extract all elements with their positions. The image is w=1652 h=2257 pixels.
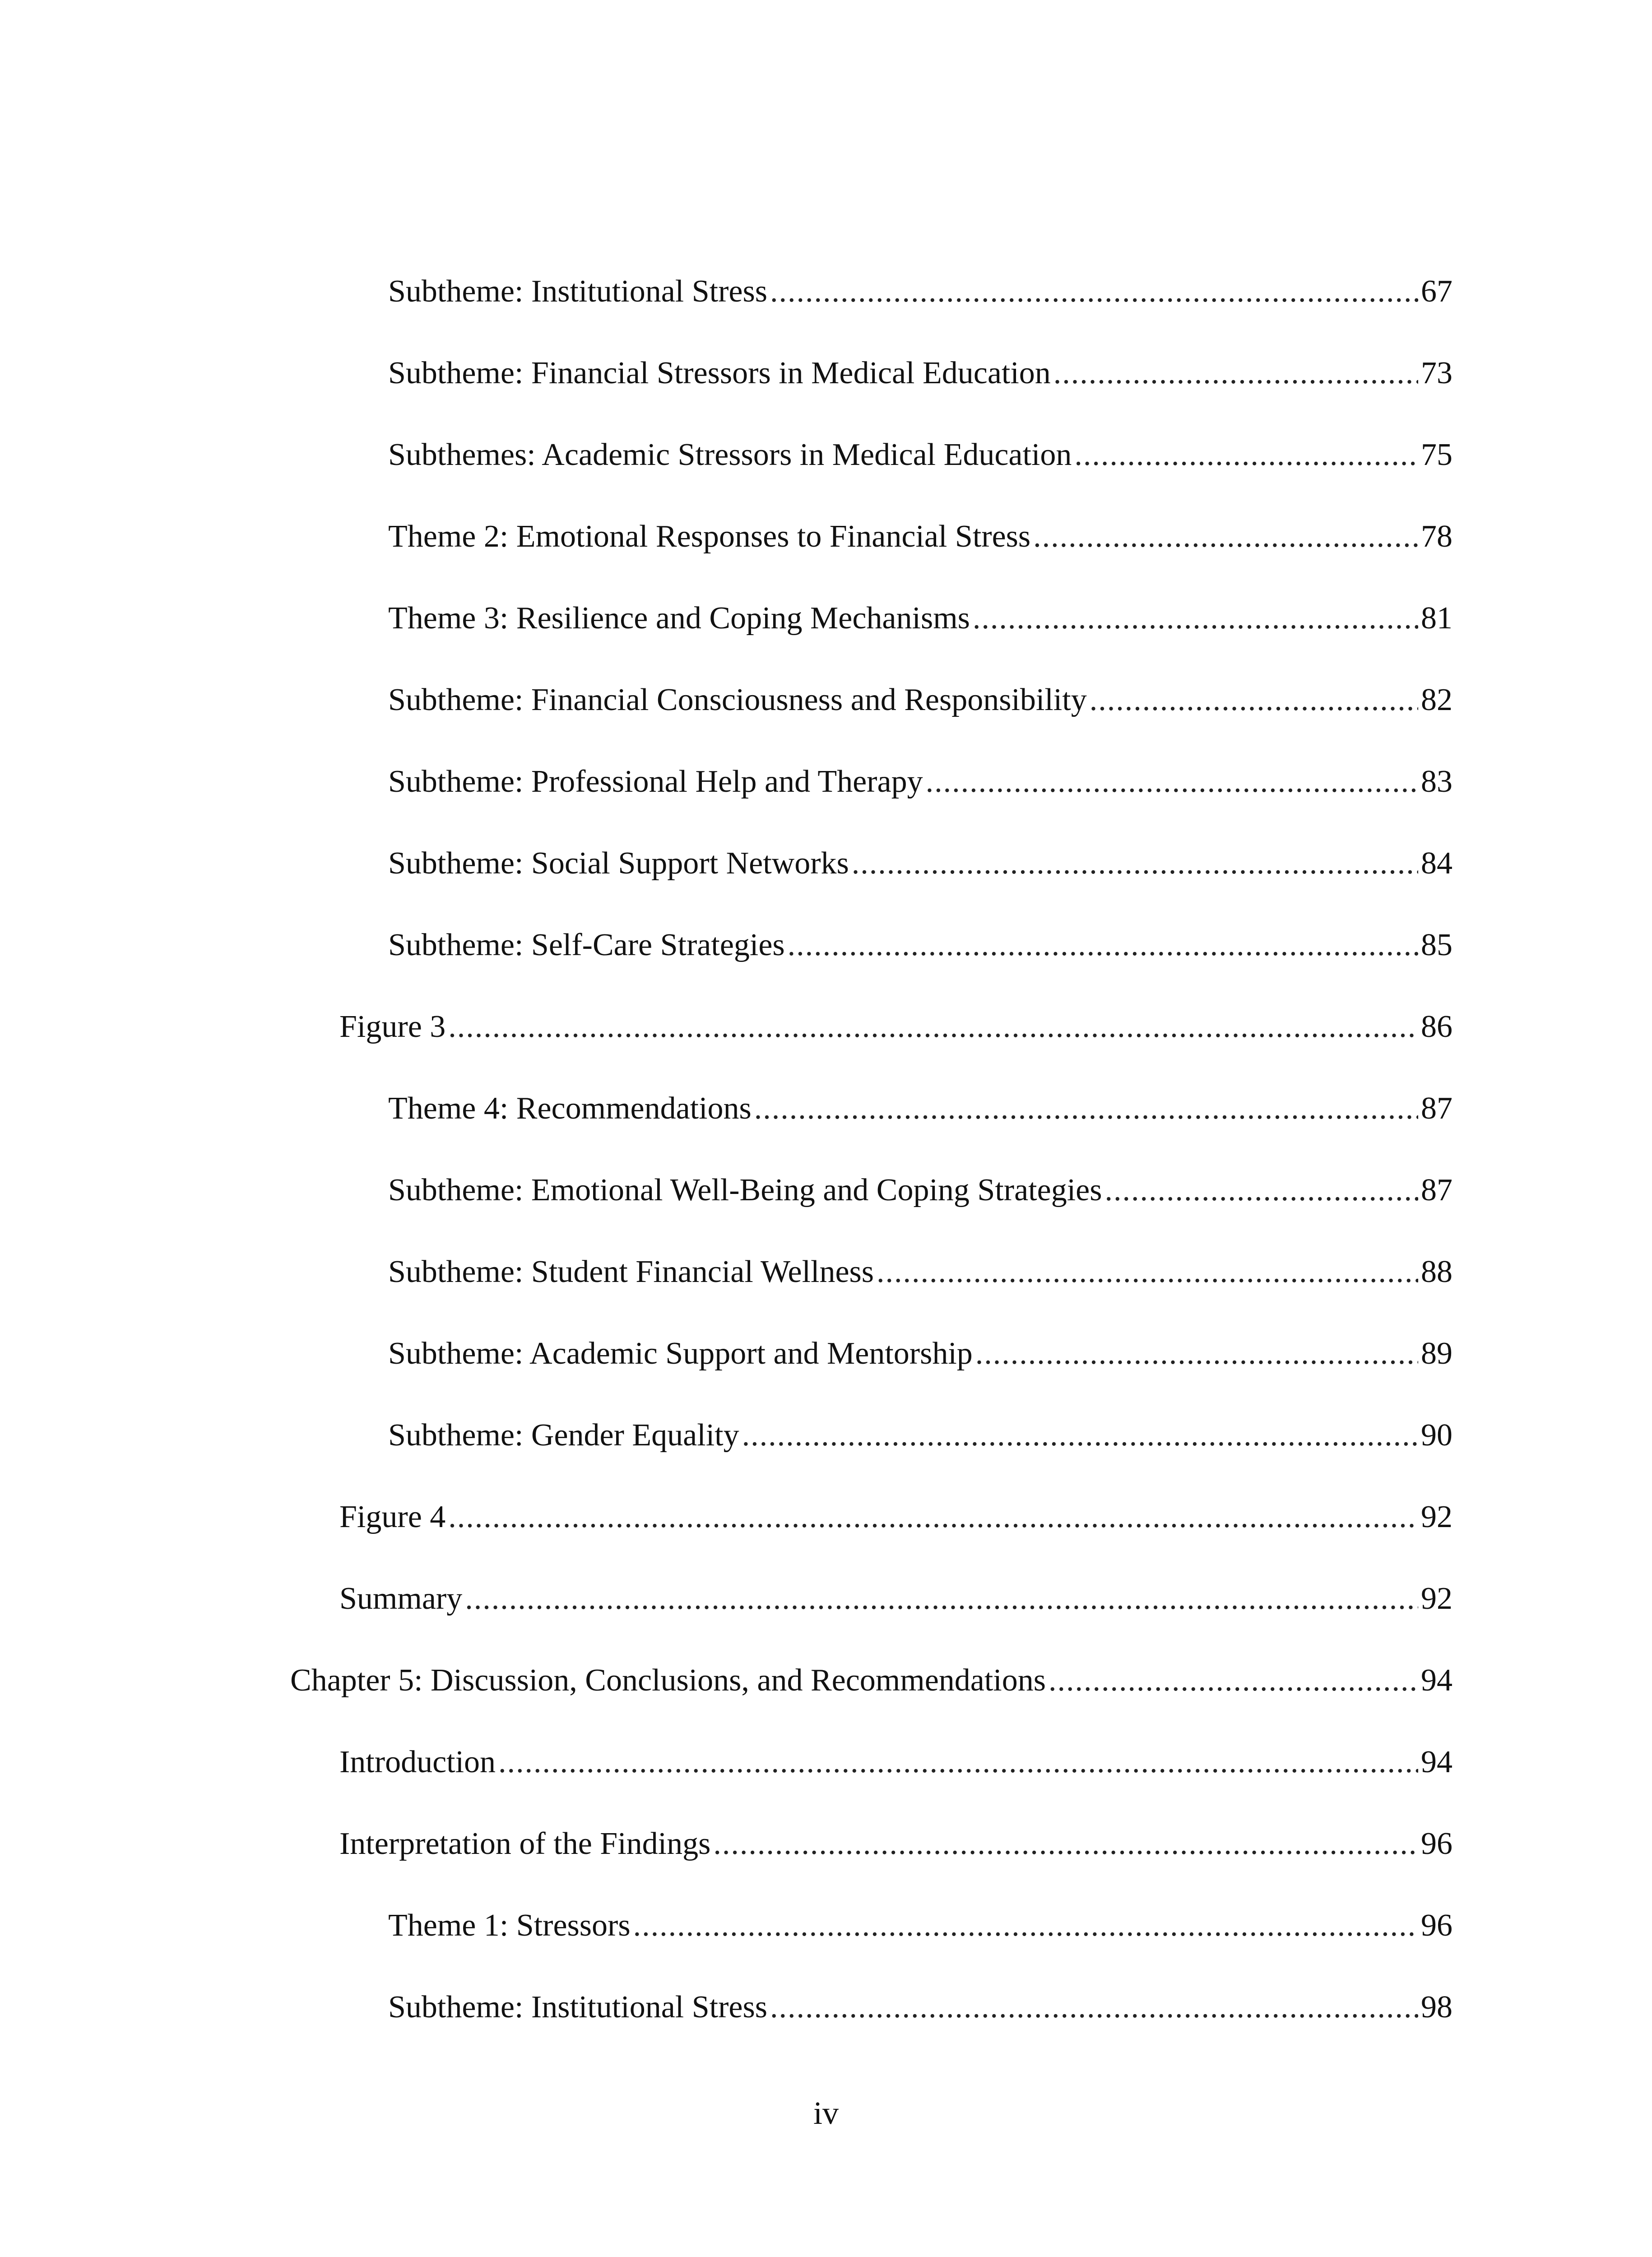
toc-entry[interactable] — [0, 1313, 1652, 1394]
toc-entry-page: 78 — [1421, 519, 1452, 554]
dot-leader — [448, 1011, 1418, 1043]
toc-entry-page: 87 — [1421, 1091, 1452, 1126]
toc-entry-page: 75 — [1421, 437, 1452, 472]
dot-leader — [770, 276, 1418, 307]
page-number: iv — [813, 2095, 839, 2131]
toc-entry[interactable] — [0, 1639, 1652, 1721]
toc-entry-title: Theme 4: Recommendations — [388, 1091, 752, 1126]
toc-entry-title: Subtheme: Student Financial Wellness — [388, 1254, 874, 1289]
toc-entry-title: Subthemes: Academic Stressors in Medical Education — [388, 437, 1072, 472]
toc-entry-title: Subtheme: Financial Consciousness and Responsibility — [388, 682, 1087, 717]
toc-entry[interactable] — [0, 904, 1652, 986]
toc-entry-title: Subtheme: Financial Stressors in Medical Education — [388, 355, 1051, 390]
toc-entry-page: 89 — [1421, 1336, 1452, 1371]
dot-leader — [1033, 521, 1418, 553]
toc-entry-page: 73 — [1421, 355, 1452, 390]
dot-leader — [770, 1992, 1418, 2023]
toc-entry-page: 96 — [1421, 1908, 1452, 1943]
toc-entry-page: 94 — [1421, 1744, 1452, 1779]
toc-entry-title: Subtheme: Institutional Stress — [388, 1989, 767, 2025]
toc-entry[interactable] — [0, 1803, 1652, 1885]
toc-entry[interactable] — [0, 741, 1652, 822]
dot-leader — [633, 1910, 1418, 1941]
toc-entry-page: 82 — [1421, 682, 1452, 717]
toc-entry-title: Theme 2: Emotional Responses to Financial Stress — [388, 519, 1031, 554]
toc-entry[interactable] — [0, 1068, 1652, 1149]
toc-entry-title: Subtheme: Gender Equality — [388, 1417, 739, 1453]
toc-entry-page: 67 — [1421, 274, 1452, 309]
toc-entry-page: 84 — [1421, 845, 1452, 881]
dot-leader — [754, 1093, 1418, 1124]
toc-entry-title: Summary — [339, 1581, 463, 1616]
toc-entry-title: Figure 3 — [339, 1009, 446, 1044]
toc-entry-title: Subtheme: Professional Help and Therapy — [388, 764, 923, 799]
toc-entry[interactable] — [0, 1476, 1652, 1558]
toc-entry-page: 94 — [1421, 1663, 1452, 1698]
dot-leader — [877, 1256, 1418, 1288]
toc-entry-page: 90 — [1421, 1417, 1452, 1453]
toc-entry-title: Interpretation of the Findings — [339, 1826, 711, 1861]
dot-leader — [465, 1583, 1418, 1615]
toc-entry[interactable] — [0, 577, 1652, 659]
toc-entry[interactable] — [0, 251, 1652, 332]
toc-entry[interactable] — [0, 1885, 1652, 1966]
toc-entry[interactable] — [0, 414, 1652, 496]
toc-entry[interactable] — [0, 1394, 1652, 1476]
toc-entry[interactable] — [0, 822, 1652, 904]
dot-leader — [975, 1338, 1418, 1370]
dot-leader — [498, 1746, 1418, 1778]
table-of-contents — [0, 251, 1652, 2048]
dot-leader — [1049, 1665, 1418, 1696]
dot-leader — [788, 929, 1418, 961]
toc-entry-title: Figure 4 — [339, 1499, 446, 1534]
toc-entry[interactable] — [0, 332, 1652, 414]
toc-entry-title: Subtheme: Emotional Well-Being and Coping Strategies — [388, 1172, 1102, 1207]
toc-entry-page: 92 — [1421, 1581, 1452, 1616]
toc-entry[interactable] — [0, 1149, 1652, 1231]
toc-entry-page: 81 — [1421, 600, 1452, 636]
toc-entry[interactable] — [0, 496, 1652, 577]
toc-entry-title: Subtheme: Self-Care Strategies — [388, 927, 785, 962]
toc-entry[interactable] — [0, 986, 1652, 1068]
dot-leader — [448, 1501, 1418, 1533]
toc-entry-title: Introduction — [339, 1744, 496, 1779]
toc-entry-page: 98 — [1421, 1989, 1452, 2025]
dot-leader — [713, 1828, 1418, 1860]
toc-entry-title: Subtheme: Social Support Networks — [388, 845, 849, 881]
toc-entry[interactable] — [0, 1966, 1652, 2048]
toc-entry-page: 96 — [1421, 1826, 1452, 1861]
toc-entry-page: 88 — [1421, 1254, 1452, 1289]
toc-entry[interactable] — [0, 1721, 1652, 1803]
toc-entry[interactable] — [0, 659, 1652, 741]
dot-leader — [1104, 1175, 1418, 1206]
dot-leader — [1074, 439, 1418, 471]
toc-entry-title: Subtheme: Institutional Stress — [388, 274, 767, 309]
toc-entry-page: 92 — [1421, 1499, 1452, 1534]
toc-entry-title: Theme 3: Resilience and Coping Mechanisms — [388, 600, 970, 636]
toc-entry-page: 85 — [1421, 927, 1452, 962]
dot-leader — [852, 848, 1418, 879]
toc-entry[interactable] — [0, 1558, 1652, 1639]
dot-leader — [926, 766, 1418, 798]
dot-leader — [742, 1420, 1418, 1451]
toc-entry-page: 83 — [1421, 764, 1452, 799]
dot-leader — [1053, 358, 1418, 389]
toc-entry-title: Theme 1: Stressors — [388, 1908, 631, 1943]
toc-entry-title: Subtheme: Academic Support and Mentorship — [388, 1336, 973, 1371]
toc-entry-title: Chapter 5: Discussion, Conclusions, and Recommendations — [290, 1663, 1046, 1698]
dot-leader — [1090, 684, 1418, 716]
toc-entry-page: 86 — [1421, 1009, 1452, 1044]
toc-entry-page: 87 — [1421, 1172, 1452, 1207]
dot-leader — [973, 603, 1418, 634]
toc-entry[interactable] — [0, 1231, 1652, 1313]
